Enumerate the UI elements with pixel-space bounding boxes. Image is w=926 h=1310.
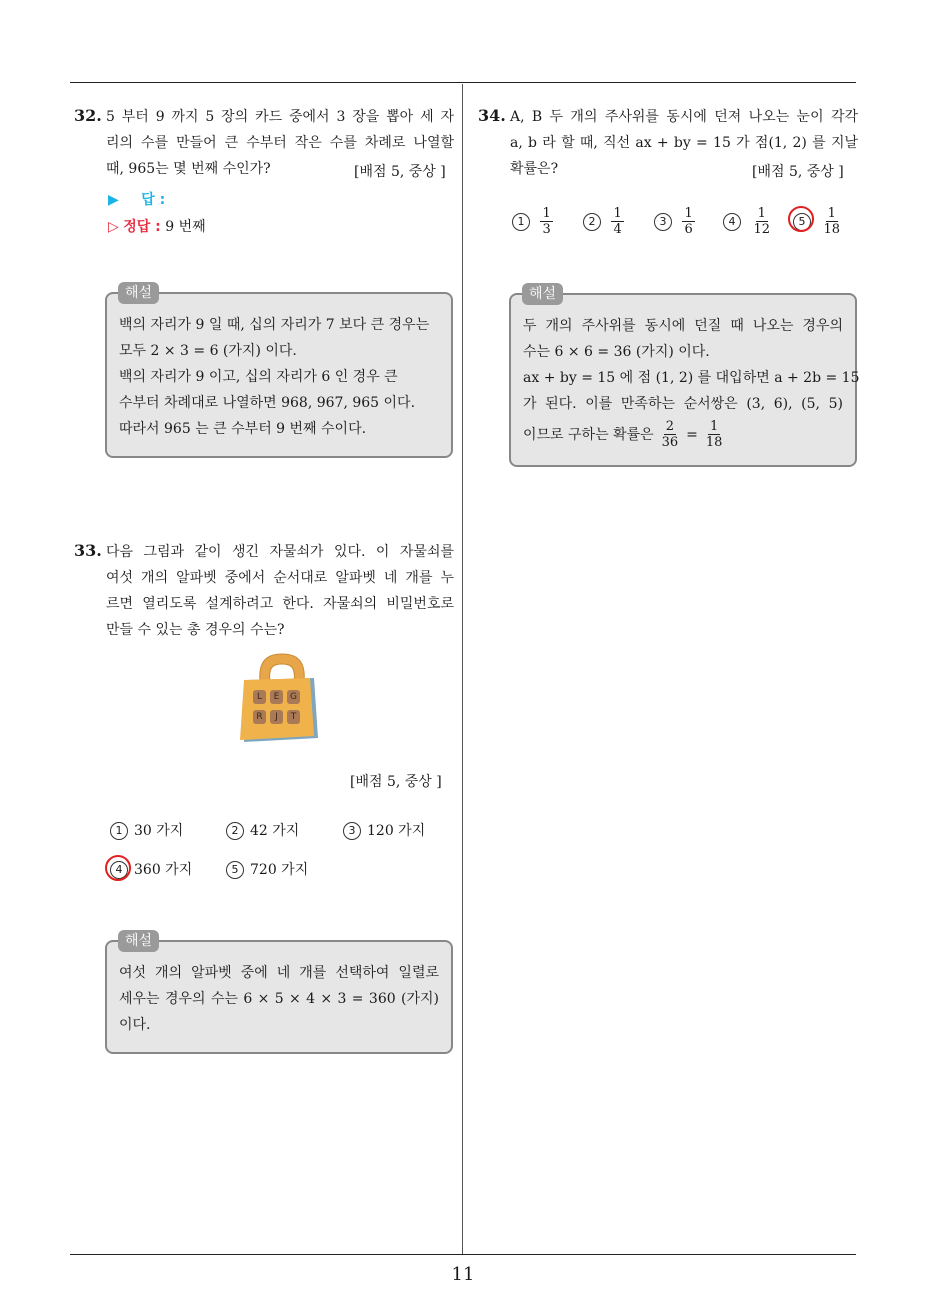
correct-label: 정답 : [123, 219, 161, 235]
question-text-line: 여섯 개의 알파벳 중에서 순서대로 알파벳 네 개를 누 [106, 570, 454, 586]
question-text-line: A, B 두 개의 주사위를 동시에 던져 나오는 눈이 각각 [510, 109, 858, 125]
question-text-line: 때, 965는 몇 번째 수인가? [106, 161, 271, 177]
choice-fraction: $\frac{1}{12}$ [753, 206, 770, 237]
score-label: [배점 5, 중상 ] [350, 774, 442, 790]
choice-3[interactable] [654, 206, 695, 237]
score-label: [배점 5, 중상 ] [752, 164, 844, 180]
explanation-box [105, 292, 453, 458]
choice-mark: 5 [226, 861, 244, 879]
choice-fraction: $\frac{1}{4}$ [613, 206, 622, 237]
explanation-tag: 해설 [118, 930, 159, 952]
explanation-line: ax + by = 15 에 점 (1, 2) 를 대입하면 a + 2b = 15 [523, 370, 860, 386]
question-text-line: 확률은? [510, 161, 559, 177]
explanation-line: 수부터 차례대로 나열하면 968, 967, 965 이다. [119, 395, 416, 411]
choice-1[interactable] [110, 820, 183, 840]
correct-value: 9 번째 [165, 219, 206, 235]
choice-mark: 2 [226, 822, 244, 840]
page-number: 11 [451, 1264, 475, 1285]
choice-mark: 3 [343, 822, 361, 840]
question-text-line: 다음 그림과 같이 생긴 자물쇠가 있다. 이 자물쇠를 [106, 544, 454, 560]
choice-3[interactable] [343, 820, 425, 840]
choice-text: 30 가지 [134, 823, 184, 839]
lock-key: R [253, 710, 266, 724]
lock-key: T [287, 710, 300, 724]
question-text-line: 5 부터 9 까지 5 장의 카드 중에서 3 장을 뽑아 세 자 [106, 109, 454, 125]
answer-row [108, 190, 165, 210]
explanation-line: 모두 2 × 3 = 6 (가지) 이다. [119, 343, 297, 359]
explanation-box [105, 940, 453, 1054]
explanation-line: 두 개의 주사위를 동시에 던질 때 나오는 경우의 [523, 318, 843, 334]
explanation-line: 가 된다. 이를 만족하는 순서쌍은 (3, 6), (5, 5) [523, 396, 843, 412]
choice-fraction: $\frac{1}{18}$ [823, 206, 840, 237]
choice-mark: 1 [512, 213, 530, 231]
explanation-tag: 해설 [118, 282, 159, 304]
explanation-line: 이다. [119, 1017, 151, 1033]
choice-text: 120 가지 [367, 823, 426, 839]
choice-fraction: $\frac{1}{6}$ [684, 206, 693, 237]
choice-2[interactable] [226, 820, 299, 840]
probability-fraction: $\frac{2}{36}$ [661, 419, 679, 450]
column-divider [462, 84, 463, 1254]
lock-key: J [270, 710, 283, 724]
score-label: [배점 5, 중상 ] [354, 164, 446, 180]
choice-5[interactable] [226, 859, 308, 879]
lock-key: E [270, 690, 283, 704]
choice-mark: 1 [110, 822, 128, 840]
question-number: 33. [74, 541, 102, 560]
explanation-line: 세우는 경우의 수는 6 × 5 × 4 × 3 = 360 (가지) [119, 991, 439, 1007]
lock-keypad [253, 690, 307, 724]
explanation-line: 이므로 구하는 확률은 [523, 426, 654, 443]
choice-1[interactable] [512, 206, 553, 237]
question-text-line: a, b 라 할 때, 직선 ax + by = 15 가 점(1, 2) 를 지날 [510, 135, 858, 151]
equals-sign: = [686, 426, 698, 443]
question-number: 32. [74, 106, 102, 125]
correct-answer-row [108, 217, 206, 237]
explanation-line: 백의 자리가 9 이고, 십의 자리가 6 인 경우 큰 [119, 369, 398, 385]
choice-text: 42 가지 [250, 823, 300, 839]
lock-key: G [287, 690, 300, 704]
selected-answer-circle [105, 855, 131, 881]
explanation-line: 따라서 965 는 큰 수부터 9 번째 수이다. [119, 421, 367, 437]
choice-mark: 2 [583, 213, 601, 231]
explanation-line: 여섯 개의 알파벳 중에 네 개를 선택하여 일렬로 [119, 965, 439, 981]
answer-label: 답 : [141, 192, 166, 208]
choice-mark: 5 [793, 213, 811, 231]
choice-fraction: $\frac{1}{3}$ [542, 206, 551, 237]
question-text-line: 리의 수를 만들어 큰 수부터 작은 수를 차례로 나열할 [106, 135, 454, 151]
choice-mark: 4 [723, 213, 741, 231]
bottom-rule [70, 1254, 856, 1255]
explanation-line: 수는 6 × 6 = 36 (가지) 이다. [523, 344, 710, 360]
choice-2[interactable] [583, 206, 624, 237]
play-triangle-icon: ▶ [108, 192, 119, 208]
explanation-probability-line [523, 419, 843, 450]
lock-key: L [253, 690, 266, 704]
explanation-box [509, 293, 860, 467]
choice-text: 720 가지 [250, 862, 309, 878]
question-number: 34. [478, 106, 506, 125]
choice-mark: 4 [110, 861, 128, 879]
explanation-tag: 해설 [522, 283, 563, 305]
question-text-line: 르면 열리도록 설계하려고 한다. 자물쇠의 비밀번호로 [106, 596, 454, 612]
choice-text: 360 가지 [134, 862, 193, 878]
outline-triangle-icon: ▷ [108, 219, 119, 235]
question-text-line: 만들 수 있는 총 경우의 수는? [106, 622, 285, 638]
top-rule [70, 82, 856, 83]
choice-4[interactable] [723, 206, 772, 237]
choice-mark: 3 [654, 213, 672, 231]
probability-fraction: $\frac{1}{18}$ [705, 419, 723, 450]
explanation-line: 백의 자리가 9 일 때, 십의 자리가 7 보다 큰 경우는 [119, 317, 430, 333]
selected-answer-circle [788, 206, 814, 232]
